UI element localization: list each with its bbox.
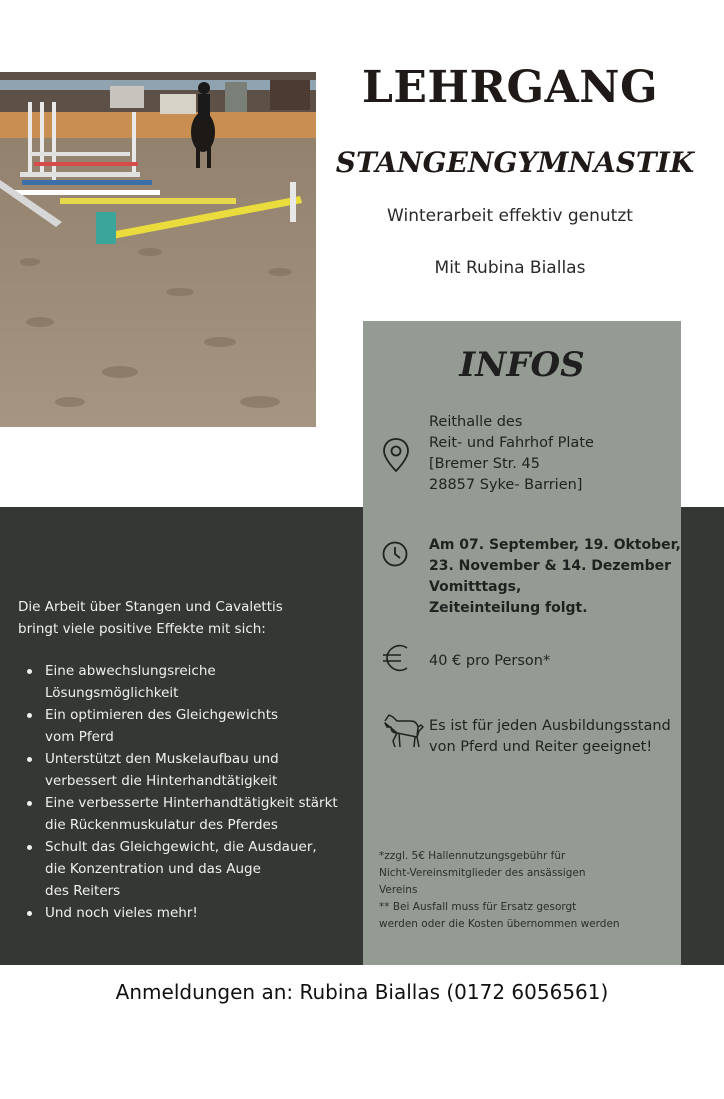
list-item: [18, 660, 358, 704]
location-line: 28857 Syke- Barrien]: [429, 477, 583, 493]
page-subtitle: STANGENGYMNASTIK: [335, 146, 695, 179]
dates-line: Vomitttags,: [429, 579, 522, 595]
list-item-line: Ein optimieren des Gleichgewichts: [45, 707, 279, 723]
dates-line: Zeiteinteilung folgt.: [429, 600, 588, 616]
list-item-line: die Rückenmuskulatur des Pferdes: [45, 817, 278, 833]
dates-text: [429, 535, 681, 619]
list-item-line: die Konzentration und das Auge: [45, 861, 261, 877]
footnote-line: Vereins: [379, 884, 418, 896]
list-item-line: Schult das Gleichgewicht, die Ausdauer,: [45, 839, 317, 855]
list-item-line: Und noch vieles mehr!: [45, 905, 198, 921]
location-line: Reit- und Fahrhof Plate: [429, 435, 594, 451]
footnote-line: werden oder die Kosten übernommen werden: [379, 918, 620, 930]
clock-icon: [381, 540, 409, 568]
infos-panel: [363, 321, 681, 965]
list-item-line: Lösungsmöglichkeit: [45, 685, 179, 701]
registration-contact: Anmeldungen an: Rubina Biallas (0172 6056561): [115, 980, 609, 1004]
dates-line: Am 07. September, 19. Oktober,: [429, 537, 681, 553]
euro-icon: [381, 643, 413, 673]
map-pin-icon: [381, 437, 411, 473]
why-heading-line2: STANGENARBEIT?: [20, 1066, 254, 1092]
intro-line: Die Arbeit über Stangen und Cavalettis: [18, 599, 283, 615]
horse-icon: [381, 711, 425, 751]
location-text: [429, 412, 594, 496]
arena-illustration: [0, 72, 316, 427]
footnote-line: Nicht-Vereinsmitglieder des ansässigen: [379, 867, 586, 879]
why-heading-line1: WARUM: [20, 1026, 122, 1052]
page-title: LEHRGANG: [361, 62, 659, 113]
footnote-line: ** Bei Ausfall muss für Ersatz gesorgt: [379, 901, 577, 913]
footnote-line: *zzgl. 5€ Hallennutzungsgebühr für: [379, 850, 566, 862]
price-text: 40 € pro Person*: [429, 653, 551, 669]
instructor-line: Mit Rubina Biallas: [434, 258, 586, 278]
dates-line: 23. November & 14. Dezember: [429, 558, 672, 574]
level-line: Es ist für jeden Ausbildungsstand: [429, 718, 671, 734]
level-text: [429, 716, 671, 758]
list-item-line: verbessert die Hinterhandtätigkeit: [45, 773, 278, 789]
list-item: [18, 836, 358, 902]
intro-line: bringt viele positive Effekte mit sich:: [18, 621, 266, 637]
list-item-line: Eine verbesserte Hinterhandtätigkeit stärkt: [45, 795, 338, 811]
location-line: Reithalle des: [429, 414, 523, 430]
list-item: [18, 792, 358, 836]
list-item: [18, 704, 358, 748]
list-item-line: Eine abwechslungsreiche: [45, 663, 216, 679]
arena-photo: [0, 72, 316, 427]
benefits-list: [18, 660, 358, 924]
why-heading: [20, 1019, 340, 1099]
tagline: Winterarbeit effektiv genutzt: [387, 206, 633, 226]
list-item-line: des Reiters: [45, 883, 121, 899]
footnote: [379, 848, 669, 933]
location-line: [Bremer Str. 45: [429, 456, 540, 472]
list-item: [18, 902, 358, 924]
infos-heading: INFOS: [459, 345, 585, 385]
why-intro: [18, 596, 348, 640]
list-item: [18, 748, 358, 792]
list-item-line: vom Pferd: [45, 729, 114, 745]
list-item-line: Unterstützt den Muskelaufbau und: [45, 751, 279, 767]
level-line: von Pferd und Reiter geeignet!: [429, 739, 653, 755]
